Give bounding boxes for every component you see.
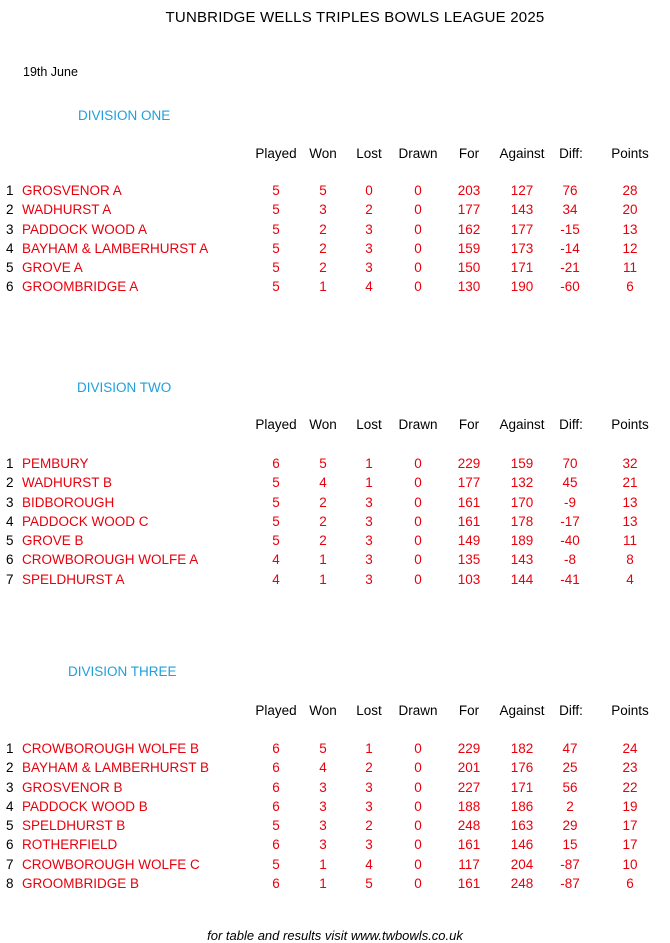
cell-lost: 3 [365,552,373,568]
cell-against: 182 [510,741,534,756]
cell-points: 11 [622,533,637,549]
cell-played: 5 [272,818,280,834]
cell-points: 4 [626,571,634,587]
cell-won: 1 [319,856,327,872]
header-for: For [458,146,480,161]
table-row [0,780,670,799]
table-row [0,279,670,298]
cell-drawn: 0 [414,798,422,814]
cell-won: 5 [319,456,327,471]
cell-won: 2 [319,240,327,256]
cell-played: 5 [272,183,280,198]
cell-drawn: 0 [414,552,422,568]
cell-drawn: 0 [414,818,422,834]
cell-team-name: GROOMBRIDGE B [22,876,140,892]
table-row [0,837,670,856]
cell-against: 146 [510,837,534,853]
cell-diff: 56 [562,779,578,795]
cell-won: 2 [319,513,327,529]
cell-diff: 34 [562,202,578,218]
header-points: Points [611,146,649,161]
cell-points: 23 [622,760,638,776]
table-row [0,241,670,260]
cell-points: 10 [622,856,638,872]
cell-drawn: 0 [414,475,422,491]
cell-rank: 4 [6,513,14,529]
cell-played: 6 [272,456,280,471]
division-one-title: DIVISION ONE [78,108,171,123]
cell-won: 3 [319,779,327,795]
cell-won: 3 [319,202,327,218]
table-row [0,876,670,895]
cell-diff: 29 [562,818,578,834]
cell-diff: -9 [563,494,576,510]
table-row [0,552,670,571]
cell-drawn: 0 [414,760,422,776]
header-drawn: Drawn [398,703,438,718]
cell-against: 163 [510,818,534,834]
cell-against: 132 [510,475,534,491]
cell-for: 162 [457,221,481,237]
cell-points: 19 [622,798,638,814]
cell-lost: 3 [365,240,373,256]
cell-played: 6 [272,798,280,814]
cell-points: 8 [626,552,634,568]
table-row [0,183,670,202]
cell-won: 2 [319,260,327,276]
cell-rank: 6 [6,552,14,568]
cell-won: 3 [319,798,327,814]
cell-diff: 70 [562,456,578,471]
cell-against: 248 [510,876,534,892]
cell-played: 4 [272,552,280,568]
cell-against: 143 [510,552,534,568]
cell-played: 5 [272,533,280,549]
cell-team-name: ROTHERFIELD [22,837,118,853]
header-lost: Lost [356,417,382,432]
cell-won: 1 [319,279,327,295]
header-won: Won [309,703,337,718]
cell-for: 188 [457,798,481,814]
cell-against: 127 [510,183,534,198]
table-row [0,222,670,241]
table-row [0,799,670,818]
cell-points: 32 [622,456,638,471]
cell-team-name: GROSVENOR B [22,779,123,795]
table-row [0,818,670,837]
cell-for: 130 [457,279,481,295]
cell-lost: 4 [365,856,373,872]
cell-team-name: BAYHAM & LAMBERHURST B [22,760,210,776]
cell-played: 6 [272,837,280,853]
cell-diff: -87 [560,856,580,872]
cell-team-name: SPELDHURST A [22,571,125,587]
cell-points: 13 [622,221,638,237]
header-drawn: Drawn [398,417,438,432]
cell-rank: 4 [6,240,14,256]
cell-played: 6 [272,741,280,756]
cell-played: 4 [272,571,280,587]
cell-won: 5 [319,183,327,198]
cell-points: 13 [622,494,638,510]
cell-played: 6 [272,760,280,776]
cell-for: 177 [457,475,481,491]
cell-lost: 3 [365,571,373,587]
cell-rank: 7 [6,571,14,587]
cell-points: 6 [626,876,634,892]
cell-played: 5 [272,513,280,529]
cell-diff: -15 [560,221,580,237]
header-won: Won [309,146,337,161]
cell-played: 5 [272,279,280,295]
cell-lost: 3 [365,221,373,237]
cell-won: 4 [319,475,327,491]
cell-won: 3 [319,837,327,853]
cell-diff: -41 [560,571,580,587]
cell-won: 2 [319,221,327,237]
cell-for: 161 [457,837,481,853]
cell-drawn: 0 [414,221,422,237]
cell-diff: 47 [562,741,578,756]
cell-points: 21 [622,475,638,491]
cell-against: 178 [510,513,534,529]
cell-drawn: 0 [414,779,422,795]
cell-against: 204 [510,856,534,872]
cell-points: 28 [622,183,638,198]
cell-team-name: GROSVENOR A [22,183,122,198]
cell-points: 22 [622,779,638,795]
header-points: Points [611,417,649,432]
cell-lost: 3 [365,837,373,853]
cell-rank: 8 [6,876,14,892]
cell-team-name: GROVE B [22,533,84,549]
cell-rank: 3 [6,221,14,237]
cell-played: 6 [272,876,280,892]
cell-played: 5 [272,260,280,276]
cell-for: 248 [457,818,481,834]
division-one-header [0,146,670,164]
table-row [0,533,670,552]
cell-played: 5 [272,856,280,872]
cell-won: 1 [319,571,327,587]
cell-rank: 5 [6,260,14,276]
table-row [0,741,670,760]
cell-team-name: WADHURST A [22,202,112,218]
cell-drawn: 0 [414,876,422,892]
cell-lost: 0 [365,183,373,198]
cell-played: 6 [272,779,280,795]
cell-against: 143 [510,202,534,218]
header-diff: Diff: [559,146,583,161]
cell-rank: 1 [6,183,14,198]
cell-diff: 2 [566,798,574,814]
cell-rank: 6 [6,837,14,853]
table-row [0,572,670,591]
cell-rank: 2 [6,202,14,218]
cell-won: 2 [319,494,327,510]
division-three-header [0,703,670,721]
cell-team-name: CROWBOROUGH WOLFE A [22,552,199,568]
cell-diff: -87 [560,876,580,892]
cell-for: 149 [457,533,481,549]
cell-points: 24 [622,741,638,756]
cell-team-name: PEMBURY [22,456,89,471]
cell-rank: 2 [6,760,14,776]
cell-won: 3 [319,818,327,834]
cell-against: 170 [510,494,534,510]
cell-team-name: GROVE A [22,260,83,276]
cell-drawn: 0 [414,456,422,471]
cell-drawn: 0 [414,571,422,587]
report-date: 19th June [23,65,78,79]
cell-rank: 5 [6,533,14,549]
cell-lost: 1 [365,456,373,471]
cell-diff: -14 [560,240,580,256]
cell-diff: -60 [560,279,580,295]
cell-team-name: GROOMBRIDGE A [22,279,139,295]
cell-rank: 5 [6,818,14,834]
cell-won: 1 [319,876,327,892]
cell-drawn: 0 [414,837,422,853]
cell-team-name: CROWBOROUGH WOLFE C [22,856,200,872]
header-drawn: Drawn [398,146,438,161]
cell-for: 103 [457,571,481,587]
cell-drawn: 0 [414,183,422,198]
cell-for: 229 [457,456,481,471]
cell-played: 5 [272,202,280,218]
table-row [0,857,670,876]
cell-team-name: PADDOCK WOOD B [22,798,148,814]
cell-for: 159 [457,240,481,256]
cell-rank: 1 [6,456,14,471]
header-diff: Diff: [559,703,583,718]
header-points: Points [611,703,649,718]
cell-points: 17 [622,837,638,853]
cell-for: 177 [457,202,481,218]
cell-played: 5 [272,240,280,256]
cell-diff: 15 [562,837,578,853]
cell-lost: 3 [365,533,373,549]
cell-diff: -40 [560,533,580,549]
cell-lost: 5 [365,876,373,892]
cell-against: 171 [510,260,534,276]
cell-drawn: 0 [414,202,422,218]
cell-drawn: 0 [414,240,422,256]
header-played: Played [255,703,297,718]
cell-lost: 2 [365,760,373,776]
cell-rank: 2 [6,475,14,491]
table-row [0,475,670,494]
cell-for: 161 [457,876,481,892]
cell-played: 5 [272,221,280,237]
cell-won: 4 [319,760,327,776]
cell-won: 2 [319,533,327,549]
cell-team-name: PADDOCK WOOD C [22,513,149,529]
table-row [0,202,670,221]
cell-drawn: 0 [414,741,422,756]
cell-for: 229 [457,741,481,756]
cell-lost: 1 [365,741,373,756]
header-diff: Diff: [559,417,583,432]
cell-points: 20 [622,202,638,218]
cell-lost: 1 [365,475,373,491]
cell-lost: 3 [365,260,373,276]
cell-won: 1 [319,552,327,568]
cell-rank: 4 [6,798,14,814]
cell-rank: 3 [6,494,14,510]
header-for: For [458,417,480,432]
cell-lost: 3 [365,513,373,529]
cell-drawn: 0 [414,856,422,872]
header-lost: Lost [356,146,382,161]
cell-for: 203 [457,183,481,198]
cell-against: 159 [510,456,534,471]
cell-drawn: 0 [414,279,422,295]
cell-lost: 2 [365,202,373,218]
cell-drawn: 0 [414,260,422,276]
header-against: Against [499,703,545,718]
cell-played: 5 [272,494,280,510]
cell-against: 189 [510,533,534,549]
cell-team-name: BIDBOROUGH [22,494,115,510]
cell-against: 176 [510,760,534,776]
cell-points: 17 [622,818,638,834]
cell-diff: -21 [560,260,580,276]
cell-rank: 1 [6,741,14,756]
cell-diff: 25 [562,760,578,776]
cell-for: 201 [457,760,481,776]
table-row [0,495,670,514]
table-row [0,456,670,475]
header-for: For [458,703,480,718]
header-won: Won [309,417,337,432]
cell-diff: -8 [563,552,576,568]
cell-lost: 2 [365,818,373,834]
footer-note: for table and results visit www.twbowls.co.uk [207,928,463,943]
cell-for: 117 [458,856,480,872]
table-row [0,514,670,533]
cell-for: 161 [457,494,481,510]
division-two-table [0,456,670,591]
division-two-header [0,417,670,435]
cell-lost: 3 [365,779,373,795]
cell-for: 227 [457,779,481,795]
cell-drawn: 0 [414,513,422,529]
header-played: Played [255,146,297,161]
division-three-table [0,741,670,895]
cell-team-name: CROWBOROUGH WOLFE B [22,741,200,756]
cell-drawn: 0 [414,533,422,549]
division-two-title: DIVISION TWO [77,380,172,395]
cell-against: 144 [510,571,534,587]
cell-drawn: 0 [414,494,422,510]
table-row [0,260,670,279]
cell-won: 5 [319,741,327,756]
cell-played: 5 [272,475,280,491]
cell-points: 13 [622,513,638,529]
cell-diff: 45 [562,475,578,491]
cell-lost: 3 [365,798,373,814]
cell-lost: 3 [365,494,373,510]
cell-against: 190 [510,279,534,295]
header-against: Against [499,146,545,161]
cell-against: 186 [510,798,534,814]
cell-rank: 7 [6,856,14,872]
table-row [0,760,670,779]
header-lost: Lost [356,703,382,718]
cell-rank: 3 [6,779,14,795]
cell-against: 171 [510,779,534,795]
cell-lost: 4 [365,279,373,295]
cell-against: 177 [510,221,534,237]
cell-team-name: SPELDHURST B [22,818,126,834]
header-played: Played [255,417,297,432]
cell-diff: -17 [560,513,580,529]
cell-team-name: PADDOCK WOOD A [22,221,148,237]
division-three-title: DIVISION THREE [68,664,177,679]
cell-team-name: BAYHAM & LAMBERHURST A [22,240,209,256]
cell-for: 150 [457,260,481,276]
division-one-table [0,183,670,299]
cell-points: 12 [622,240,638,256]
cell-points: 6 [626,279,634,295]
cell-diff: 76 [562,183,578,198]
cell-for: 161 [457,513,481,529]
cell-rank: 6 [6,279,14,295]
cell-against: 173 [510,240,534,256]
cell-for: 135 [457,552,481,568]
header-against: Against [499,417,545,432]
league-title: TUNBRIDGE WELLS TRIPLES BOWLS LEAGUE 2025 [165,9,545,26]
cell-points: 11 [622,260,637,276]
cell-team-name: WADHURST B [22,475,113,491]
